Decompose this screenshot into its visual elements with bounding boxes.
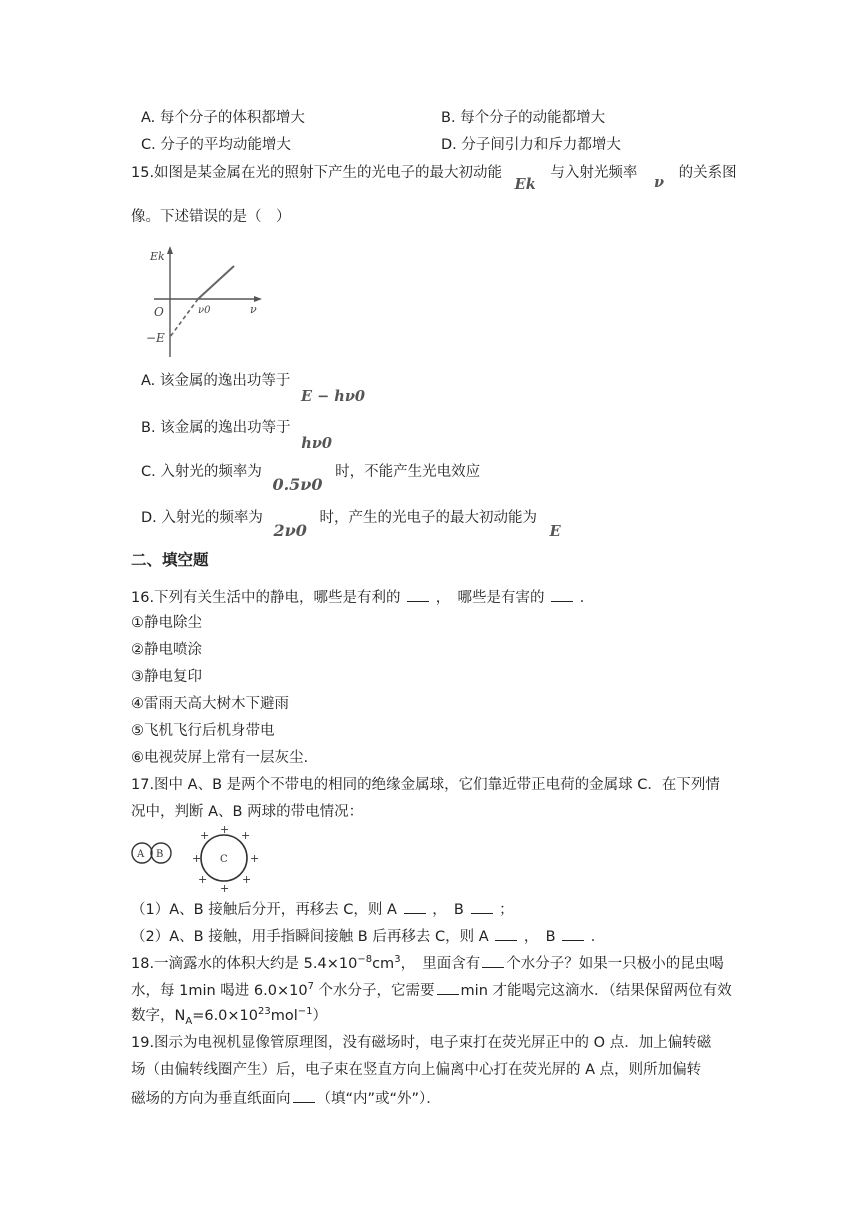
q15-stem-line2: 像。下述错误的是（ ）: [131, 209, 291, 225]
q15-sym-ek: Ek: [514, 176, 536, 193]
q18-l1-exp2: 3: [394, 954, 401, 966]
q14-option-d: D. 分子间引力和斥力都增大: [441, 137, 621, 153]
q16-blank-beneficial[interactable]: [407, 586, 429, 602]
q15-option-b-text: B. 该金属的逸出功等于: [141, 420, 291, 436]
q17-sub1-blank-a[interactable]: [404, 898, 426, 914]
q17-sub2-blank-b[interactable]: [562, 925, 584, 941]
q15-stem-part3: 的关系图: [678, 165, 737, 181]
q18-l2-b: 个水分子，它需要: [313, 983, 435, 999]
q18-l3-c: mol: [270, 1008, 298, 1024]
graph-x-arrow: [254, 296, 262, 302]
graph-y-arrow: [167, 246, 173, 254]
q15-option-a-formula: E − hν0: [301, 388, 365, 405]
charge-mark: +: [242, 873, 252, 886]
q15-option-d-formula2: E: [549, 523, 561, 540]
graph-neg-label: −E: [146, 331, 165, 345]
q16-stem-a: 16.下列有关生活中的静电，哪些是有利的: [131, 590, 401, 606]
q19-line3-b: （填“内”或“外”）．: [316, 1091, 441, 1107]
q18-l2-a: 水，每 1min 喝进 6.0×10: [131, 983, 308, 999]
q15-stem-line1: [131, 163, 737, 193]
charge-mark: +: [220, 826, 230, 836]
q18-l1-c: ， 里面含有: [400, 956, 481, 972]
q17-sub1-a: （1）A、B 接触后分开，再移去 C，则 A: [131, 902, 397, 918]
ball-b-label: B: [156, 849, 164, 860]
q19-line3: [131, 1087, 441, 1109]
q18-l3-exp: 23: [258, 1006, 271, 1018]
q16-item-1: ①静电除尘: [131, 615, 202, 631]
q15-option-d: [141, 507, 561, 540]
q17-sub2-c: ．: [590, 929, 606, 945]
graph-origin-label: O: [154, 305, 164, 319]
graph-intercept-label: ν0: [198, 305, 211, 316]
charge-mark: +: [250, 852, 260, 865]
q15-option-a-text: A. 该金属的逸出功等于: [141, 373, 291, 389]
q15-option-c-text: C. 入射光的频率为: [141, 464, 262, 480]
q18-l3-a: 数字，N: [131, 1008, 186, 1024]
graph-y-label: Ek: [150, 250, 165, 263]
q14-option-c: C. 分子的平均动能增大: [141, 137, 291, 153]
q15-option-c: [141, 461, 481, 494]
q15-option-b: [141, 418, 332, 452]
q18-l1-a: 18.一滴露水的体积大约是 5.4×10: [131, 956, 358, 972]
q17-sub1-blank-b[interactable]: [471, 898, 493, 914]
q17-sub2-b: ， B: [523, 929, 556, 945]
q15-option-c-formula: 0.5ν0: [272, 475, 323, 494]
q17-sub1-c: ；: [499, 902, 514, 918]
q18-l2-exp: 7: [307, 981, 314, 993]
q18-line3: [131, 1006, 327, 1026]
charge-mark: +: [220, 882, 230, 894]
q18-l3-b: =6.0×10: [192, 1008, 259, 1024]
q18-blank-count[interactable]: [482, 952, 504, 968]
q15-option-d-after: 时，产生的光电子的最大初动能为: [319, 510, 537, 526]
q18-line1: [131, 952, 724, 974]
charge-mark: +: [192, 852, 202, 865]
q17-stem-line2: 况中，判断 A、B 两球的带电情况：: [131, 804, 364, 820]
q19-blank-direction[interactable]: [293, 1087, 315, 1103]
graph-ek-line: [198, 266, 234, 299]
q19-line1: 19.图示为电视机显像管原理图，没有磁场时，电子束打在荧光屏正中的 O 点．加上偏转磁: [131, 1035, 712, 1051]
q19-line2: 场（由偏转线圈产生）后，电子束在竖直方向上偏离中心打在荧光屏的 A 点，则所加偏转: [131, 1062, 702, 1078]
graph-extension-dashed: [170, 299, 198, 337]
q17-sub2: [131, 925, 605, 947]
q15-option-d-text: D. 入射光的频率为: [141, 510, 263, 526]
ball-c-label: C: [220, 854, 228, 865]
q18-l2-c: min 才能喝完这滴水．（结果保留两位有效: [460, 983, 732, 999]
q15-option-c-after: 时，不能产生光电效应: [335, 464, 481, 480]
charge-mark: +: [198, 873, 208, 886]
q15-option-a: [141, 371, 365, 405]
charge-mark: +: [200, 829, 210, 842]
q16-item-4: ④雷雨天高大树木下避雨: [131, 696, 289, 712]
q16-stem: [131, 586, 594, 608]
q18-l3-sub: A: [185, 1015, 193, 1027]
q16-stem-b: ， 哪些是有害的: [435, 590, 545, 606]
q18-l1-d: 个水分子？如果一只极小的昆虫喝: [506, 956, 724, 972]
q17-sub1-b: ， B: [432, 902, 464, 918]
q17-sub2-blank-a[interactable]: [495, 925, 517, 941]
q15-stem-part2: 与入射光频率: [550, 165, 638, 181]
q15-option-d-formula: 2ν0: [273, 521, 307, 540]
q14-option-b: B. 每个分子的动能都增大: [441, 110, 606, 126]
photoelectric-graph: [140, 242, 270, 360]
q16-blank-harmful[interactable]: [551, 586, 573, 602]
q19-line3-a: 磁场的方向为垂直纸面向: [131, 1091, 291, 1107]
q18-line2: [131, 979, 732, 1001]
section-heading-fill-blank: 二、填空题: [131, 551, 209, 569]
q14-option-a: A. 每个分子的体积都增大: [141, 110, 305, 126]
q15-sym-nu: ν: [654, 174, 665, 191]
ball-a-label: A: [137, 849, 145, 860]
q18-l1-exp: −8: [357, 954, 373, 966]
q15-stem-part1: 15.如图是某金属在光的照射下产生的光电子的最大初动能: [131, 165, 503, 181]
q18-l3-d: ）: [312, 1008, 328, 1024]
charge-mark: +: [241, 829, 251, 842]
q16-item-5: ⑤飞机飞行后机身带电: [131, 723, 275, 739]
q17-sub2-a: （2）A、B 接触，用手指瞬间接触 B 后再移去 C，则 A: [131, 929, 489, 945]
q16-item-3: ③静电复印: [131, 669, 202, 685]
q15-option-b-formula: hν0: [301, 435, 332, 452]
q16-stem-c: ．: [579, 590, 595, 606]
q18-l3-exp2: −1: [297, 1006, 313, 1018]
q18-blank-time[interactable]: [437, 979, 459, 995]
q16-item-6: ⑥电视荧屏上常有一层灰尘.: [131, 750, 309, 766]
q17-sub1: [131, 898, 514, 920]
q16-item-2: ②静电喷涂: [131, 642, 202, 658]
graph-x-label: ν: [250, 303, 257, 316]
q18-l1-b: cm: [372, 956, 395, 972]
q17-figure: [128, 826, 268, 894]
q17-stem-line1: 17.图中 A、B 是两个不带电的相同的绝缘金属球，它们靠近带正电荷的金属球 C．在下列情: [131, 777, 720, 793]
